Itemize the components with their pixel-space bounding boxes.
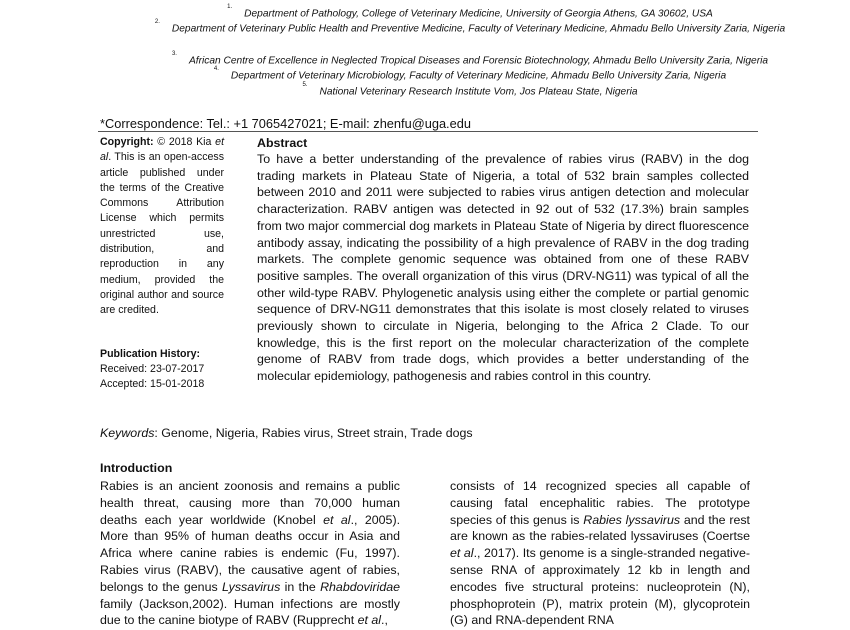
affiliation-text: African Centre of Excellence in Neglected Tropical Diseases and Forensic Biotechnology, Ahmadu Bello University Zaria, Nigeria [188, 55, 769, 67]
text-run: ., 2017). Its genome is a single-stranded negative-sense RNA of approximately 12 kb in length and encodes five structural proteins: nucleoprotein (N), phosphoprotein (P), matrix protein (M), glycoprotein (G) and RNA-dependent RNA [450, 546, 750, 628]
text-run: and the rest are known as the rabies-related lyssaviruses (Coertse [450, 512, 750, 544]
received-date: Received: 23-07-2017 [100, 362, 205, 375]
affiliation-2 [150, 19, 790, 36]
affiliation-number: 2. [154, 19, 160, 25]
keywords-text: : Genome, Nigeria, Rabies virus, Street strain, Trade dogs [154, 426, 473, 440]
affiliation-number: 5. [302, 82, 308, 88]
text-run: family (Jackson,2002). Human infections are mostly due to the canine biotype of RABV (Rupprecht [100, 596, 400, 628]
affiliation-text: Department of Pathology, College of Veterinary Medicine, University of Georgia Athens, GA 30602, USA [244, 8, 713, 20]
species-name: Rabies lyssavirus [583, 512, 681, 527]
affiliation-4 [150, 66, 790, 83]
introduction-column-2 [450, 478, 750, 629]
text-run: ., 2005). More than 95% of human deaths occur in Asia and Africa where canine rabies is endemic (Fu, 1997). Rabies virus (RABV), the causative agent of rabies, belongs to the genus [100, 512, 401, 594]
keywords [100, 426, 473, 440]
text-run: ., [381, 613, 388, 628]
publication-history-label: Publication History: [100, 347, 201, 360]
publication-history [100, 347, 224, 393]
side-info-column [100, 135, 224, 392]
introduction-column-1 [100, 478, 400, 629]
affiliation-number: 4. [213, 66, 219, 72]
et-al: et al [357, 613, 382, 628]
affiliation-text: Department of Veterinary Public Health and Preventive Medicine, Faculty of Veterinary Medicine, Ahmadu Bello University Zaria, Nigeria [171, 23, 786, 35]
copyright-label: Copyright: [100, 136, 154, 148]
copyright-holder: © 2018 Kia [157, 136, 212, 148]
abstract-section [257, 135, 749, 385]
copyright-text: . This is an open-access article published under the terms of the Creative Commons Attribution License which permits unrestricted use, distribution, and reproduction in any medium, provided the original author and source are credited. [100, 151, 224, 317]
accepted-date: Accepted: 15-01-2018 [100, 378, 205, 391]
affiliation-text: Department of Veterinary Microbiology, Faculty of Veterinary Medicine, Ahmadu Bello University Zaria, Nigeria [230, 70, 727, 82]
affiliation-number: 1. [227, 4, 233, 10]
et-al: et al [323, 512, 351, 527]
copyright-notice [100, 135, 224, 319]
text-run: Rabies is an ancient zoonosis and remains a public health threat, causing more than 70,000 human deaths each year worldwide (Knobel [100, 479, 400, 527]
divider [98, 131, 758, 132]
keywords-label: Keywords [100, 426, 155, 440]
text-run: consists of 14 recognized species all capable of causing fatal encephalitic rabies. The prototype species of this genus is [450, 479, 750, 527]
copyright-et-al: et al [100, 136, 225, 164]
family-name: Rhabdoviridae [320, 579, 400, 594]
genus-name: Lyssavirus [221, 579, 281, 594]
et-al: et al [450, 546, 474, 561]
abstract-body: To have a better understanding of the prevalence of rabies virus (RABV) in the dog trading markets in Plateau State of Nigeria, a total of 532 brain samples collected between 2010 and 2011 were subjected to rabies virus antigen detection and molecular characterization. RABV antigen was detected in 92 out of 532 (17.3%) brain samples from two major commercial dog markets in Plateau State of Nigeria by direct fluorescence antibody assay, indicating the possibility of a high prevalence of RABV in the dog trading markets. The complete genomic sequence was obtained from one of these RABV positive samples. The overall organization of this virus (DRV-NG11) was typical of all the other wild-type RABV. Phylogenetic analysis using either the complete or partial genomic sequence of DRV-NG11 demonstrates that this isolate is most closely related to viruses previously shown to circulate in Nigeria, belonging to the Africa 2 Clade. To our knowledge, this is the first report on the molecular characterization of the complete genome of RABV from trade dogs, which provides a better understanding of the molecular epidemiology, pathogenesis and rabies control in this country. [257, 152, 749, 384]
affiliation-number: 3. [171, 51, 177, 57]
affiliation-5 [150, 82, 790, 99]
correspondence: *Correspondence: Tel.: +1 7065427021; E-mail: zhenfu@uga.edu [100, 116, 471, 131]
affiliation-text: National Veterinary Research Institute Vom, Jos Plateau State, Nigeria [319, 86, 638, 98]
text-run: in the [280, 579, 321, 594]
introduction-title: Introduction [100, 461, 173, 475]
abstract-title: Abstract [257, 136, 308, 150]
